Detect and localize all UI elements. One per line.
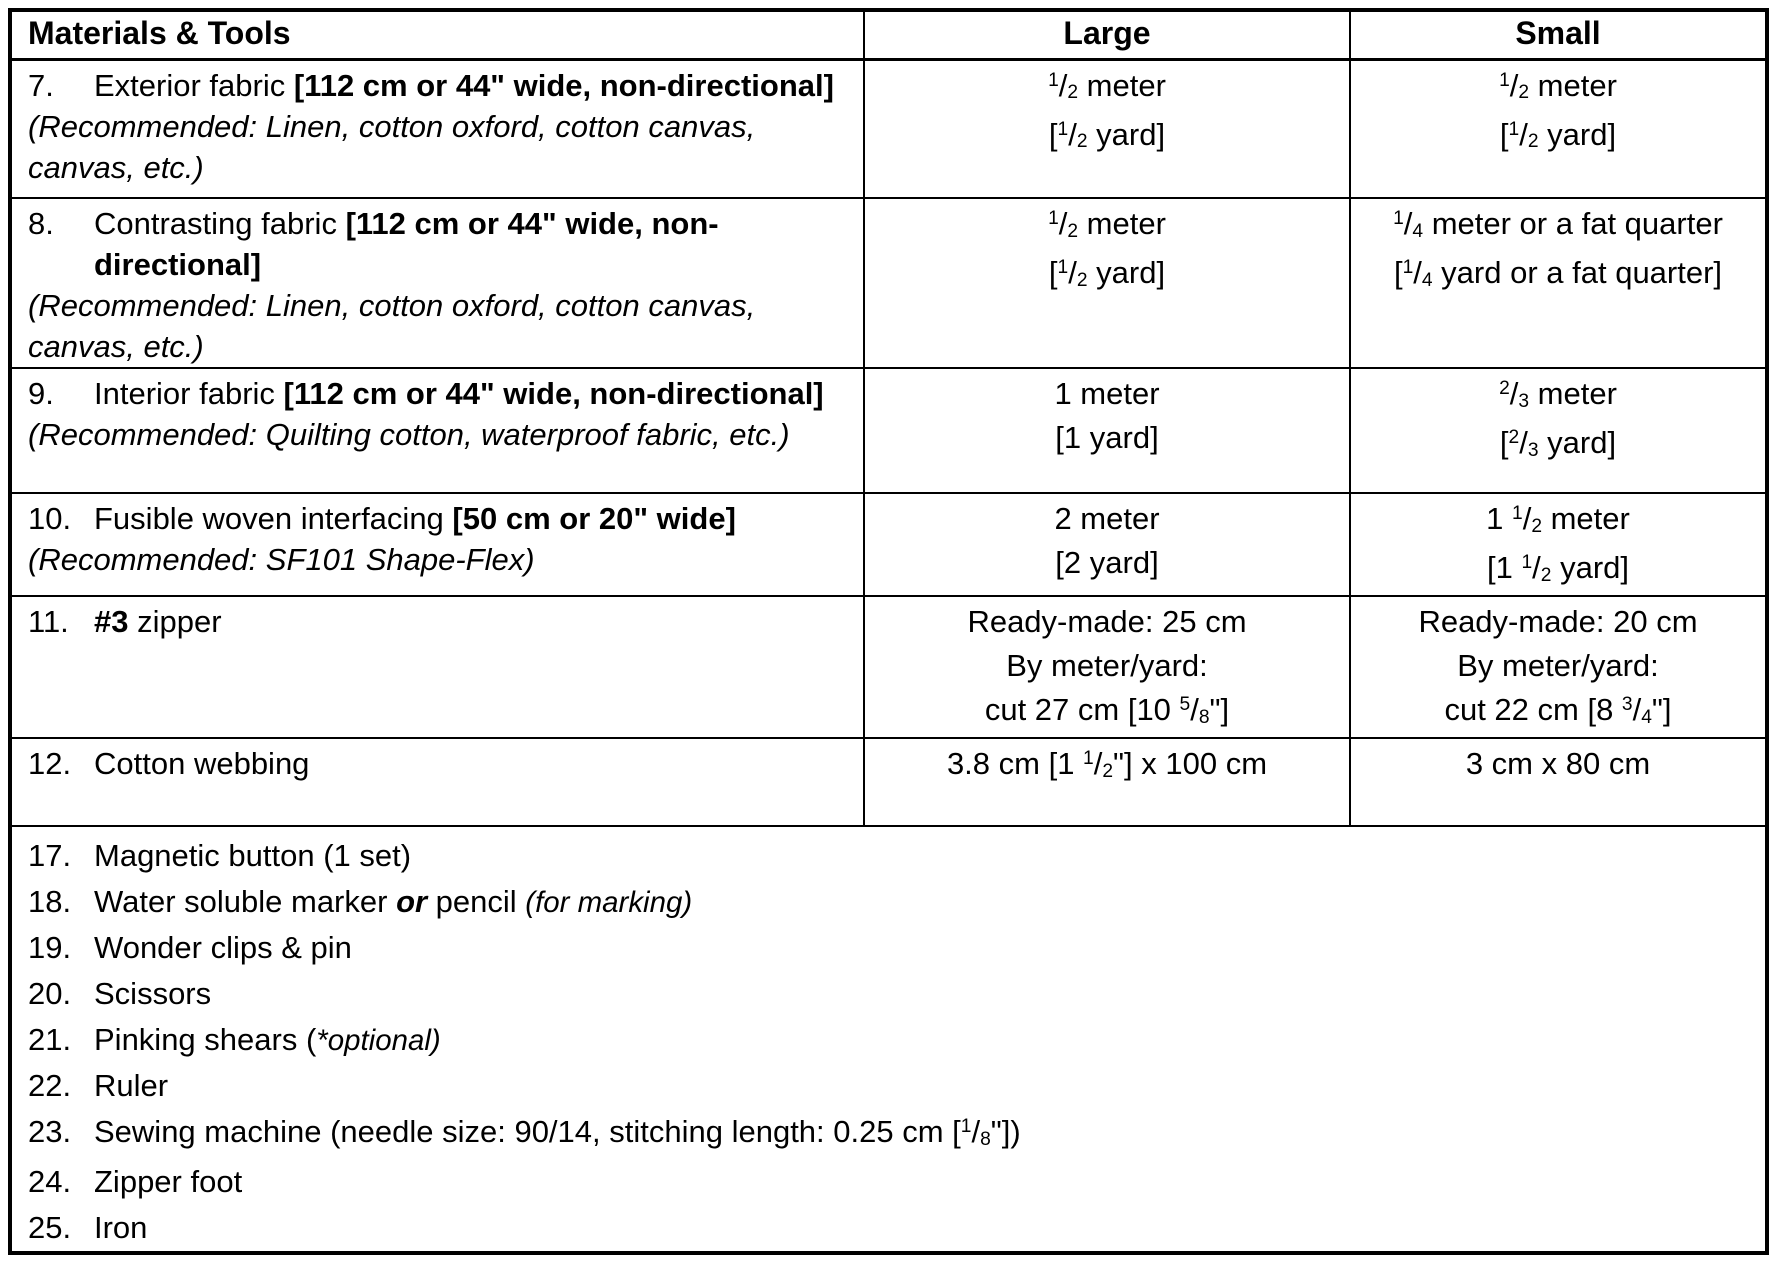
fraction: $^1/_4$ [1402,255,1433,291]
qty-line: [$^1/_4$ yard or a fat quarter] [1393,255,1723,291]
qty-line: [$^1/_2$ yard] [1048,116,1166,153]
item-text [94,833,1753,879]
qty-line: 1 $^1/_2$ meter [1486,501,1630,537]
item-number: 12. [28,746,72,781]
qty-line: cut 27 cm [10 $^5/_8$"] [984,692,1230,728]
item-number: 25. [28,1210,72,1245]
item-note: (Recommended: Linen, cotton oxford, cotton canvas, canvas, etc.) [28,288,756,364]
item-note: (Recommended: SF101 Shape-Flex) [28,542,535,577]
small-qty-cell [1350,596,1767,738]
small-qty-cell [1350,738,1767,826]
qty-line: [1 yard] [1055,420,1159,455]
row-interior-fabric [10,368,1767,493]
item-text [94,1017,1753,1063]
item-pre: Wonder clips & pin [94,930,352,965]
column-header-small: Small [1350,10,1767,59]
fraction: $^1/_2$ [1521,550,1552,586]
item-pre: Zipper foot [94,1164,243,1199]
item-number: 7. [28,67,54,103]
qty-line: $^1/_2$ meter [1048,206,1166,242]
small-qty-cell [1350,368,1767,493]
small-qty-cell [1350,493,1767,596]
qty-line: 3.8 cm [1 $^1/_2$"] x 100 cm [946,746,1268,782]
fraction: $^1/_2$ [1048,67,1079,104]
item-text [94,971,1753,1017]
fraction: $^1/_2$ [1508,116,1539,153]
row-zipper [10,596,1767,738]
fraction: $^1/_2$ [1057,116,1088,153]
item-pre: Water soluble marker [94,884,397,919]
qty-line: 3 cm x 80 cm [1465,746,1651,781]
qty-line: [2 yard] [1055,545,1159,580]
header-row [10,10,1767,59]
item-note: *optional) [316,1024,441,1057]
fraction: $^5/_8$ [1179,692,1210,728]
item-spec: [112 cm or 44" wide, non-directional] [283,376,824,411]
item-number: 9. [28,376,54,411]
item-pre: Scissors [94,976,212,1011]
item-text [94,1109,1753,1159]
item-number: 10. [28,501,72,536]
item-text [94,498,851,539]
item-number: 19. [28,930,72,965]
item-spec: [112 cm or 44" wide, non-directional] [293,67,834,103]
qty-line: [$^1/_2$ yard] [1499,116,1617,153]
large-qty-cell [864,59,1350,198]
item-name: Fusible woven interfacing [94,501,453,536]
material-cell [10,493,864,596]
fraction: $^1/_2$ [1499,67,1530,104]
qty-line: [$^1/_2$ yard] [1048,255,1166,291]
fraction: $^2/_3$ [1508,425,1539,461]
item-text [94,373,851,414]
list-item-sewing-machine [28,1109,1753,1159]
qty-line: $^1/_2$ meter [1499,67,1617,104]
item-name: Cotton webbing [94,746,310,781]
qty-line: 2 meter [1054,501,1160,536]
material-cell [10,738,864,826]
qty-line: Ready-made: 20 cm [1418,604,1698,639]
fraction: $^1/_8$ [960,1114,991,1150]
item-number: 8. [28,206,54,241]
item-name: Contrasting fabric [94,206,346,241]
item-text [94,743,851,784]
item-text [94,925,1753,971]
item-name: Interior fabric [94,376,284,411]
qty-line: $^1/_4$ meter or a fat quarter [1393,206,1723,242]
qty-line: 1 meter [1054,376,1160,411]
small-qty-cell [1350,59,1767,198]
large-qty-cell [864,198,1350,368]
list-item-scissors [28,971,1753,1017]
list-item-water-soluble-marker [28,879,1753,925]
material-cell [10,596,864,738]
qty-line: [$^2/_3$ yard] [1499,425,1617,461]
fraction: $^1/_2$ [1083,746,1114,782]
list-item-pinking-shears [28,1017,1753,1063]
item-number: 24. [28,1164,72,1199]
item-number: 21. [28,1022,72,1057]
column-header-materials-tools: Materials & Tools [10,10,864,59]
item-number: 18. [28,884,72,919]
large-qty-cell [864,368,1350,493]
large-qty-cell [864,493,1350,596]
qty-line: By meter/yard: [1457,648,1659,683]
item-pre: Iron [94,1210,148,1245]
item-text [94,1063,1753,1109]
list-item-zipper-foot [28,1159,1753,1205]
item-name: zipper [128,604,222,639]
item-number: 22. [28,1068,72,1103]
row-exterior-fabric [10,59,1767,198]
fraction: $^1/_2$ [1512,501,1542,537]
item-pre: Magnetic button (1 set) [94,838,412,873]
item-pre: Sewing machine (needle size: 90/14, stitching length: 0.25 cm $[^1/_8"]$) [94,1114,1021,1150]
item-post: pencil [427,884,526,919]
list-item-iron [28,1205,1753,1251]
item-text [94,203,851,285]
fraction: $^1/_4$ [1393,206,1424,242]
materials-tools-table [8,8,1769,1255]
item-text [94,879,1753,925]
list-item-ruler [28,1063,1753,1109]
row-cotton-webbing [10,738,1767,826]
qty-line: By meter/yard: [1006,648,1208,683]
item-emphasis: or [396,884,428,919]
column-header-large: Large [864,10,1350,59]
row-fusible-interfacing [10,493,1767,596]
item-number: 11. [28,604,69,639]
fraction: $^1/_2$ [1048,206,1079,242]
item-name: Exterior fabric [94,67,294,103]
item-number: 20. [28,976,72,1011]
material-cell [10,198,864,368]
item-pre: Pinking shears ( [94,1022,317,1057]
material-cell [10,368,864,493]
fraction: $^1/_2$ [1057,255,1088,291]
item-text [94,1159,1753,1205]
list-item-wonder-clips [28,925,1753,971]
item-spec: [50 cm or 20" wide] [452,501,736,536]
small-qty-cell [1350,198,1767,368]
item-note: (Recommended: Linen, cotton oxford, cotton canvas, canvas, etc.) [28,108,756,185]
qty-line: $^2/_3$ meter [1499,376,1617,412]
qty-line: $^1/_2$ meter [1048,67,1166,104]
item-note: (Recommended: Quilting cotton, waterproof fabric, etc.) [28,417,790,452]
qty-line: cut 22 cm [8 $^3/_4$"] [1444,692,1672,728]
item-pre: Ruler [94,1068,169,1103]
qty-line: Ready-made: 25 cm [967,604,1247,639]
item-text [94,65,851,106]
item-number: 17. [28,838,72,873]
fraction: $^3/_4$ [1621,692,1652,728]
qty-line: [1 $^1/_2$ yard] [1487,550,1629,586]
item-text [94,1205,1753,1251]
item-note: (for marking) [525,886,693,919]
tools-list-cell [10,826,1767,1253]
item-lead-bold: #3 [94,604,129,639]
fraction: $^2/_3$ [1499,376,1530,412]
row-tools-list [10,826,1767,1253]
list-item-magnetic-button [28,833,1753,879]
item-text [94,601,851,642]
item-number: 23. [28,1114,72,1149]
material-cell [10,59,864,198]
large-qty-cell [864,596,1350,738]
large-qty-cell [864,738,1350,826]
item-spec: [112 cm or 44" wide, non-directional] [94,206,719,282]
row-contrasting-fabric [10,198,1767,368]
